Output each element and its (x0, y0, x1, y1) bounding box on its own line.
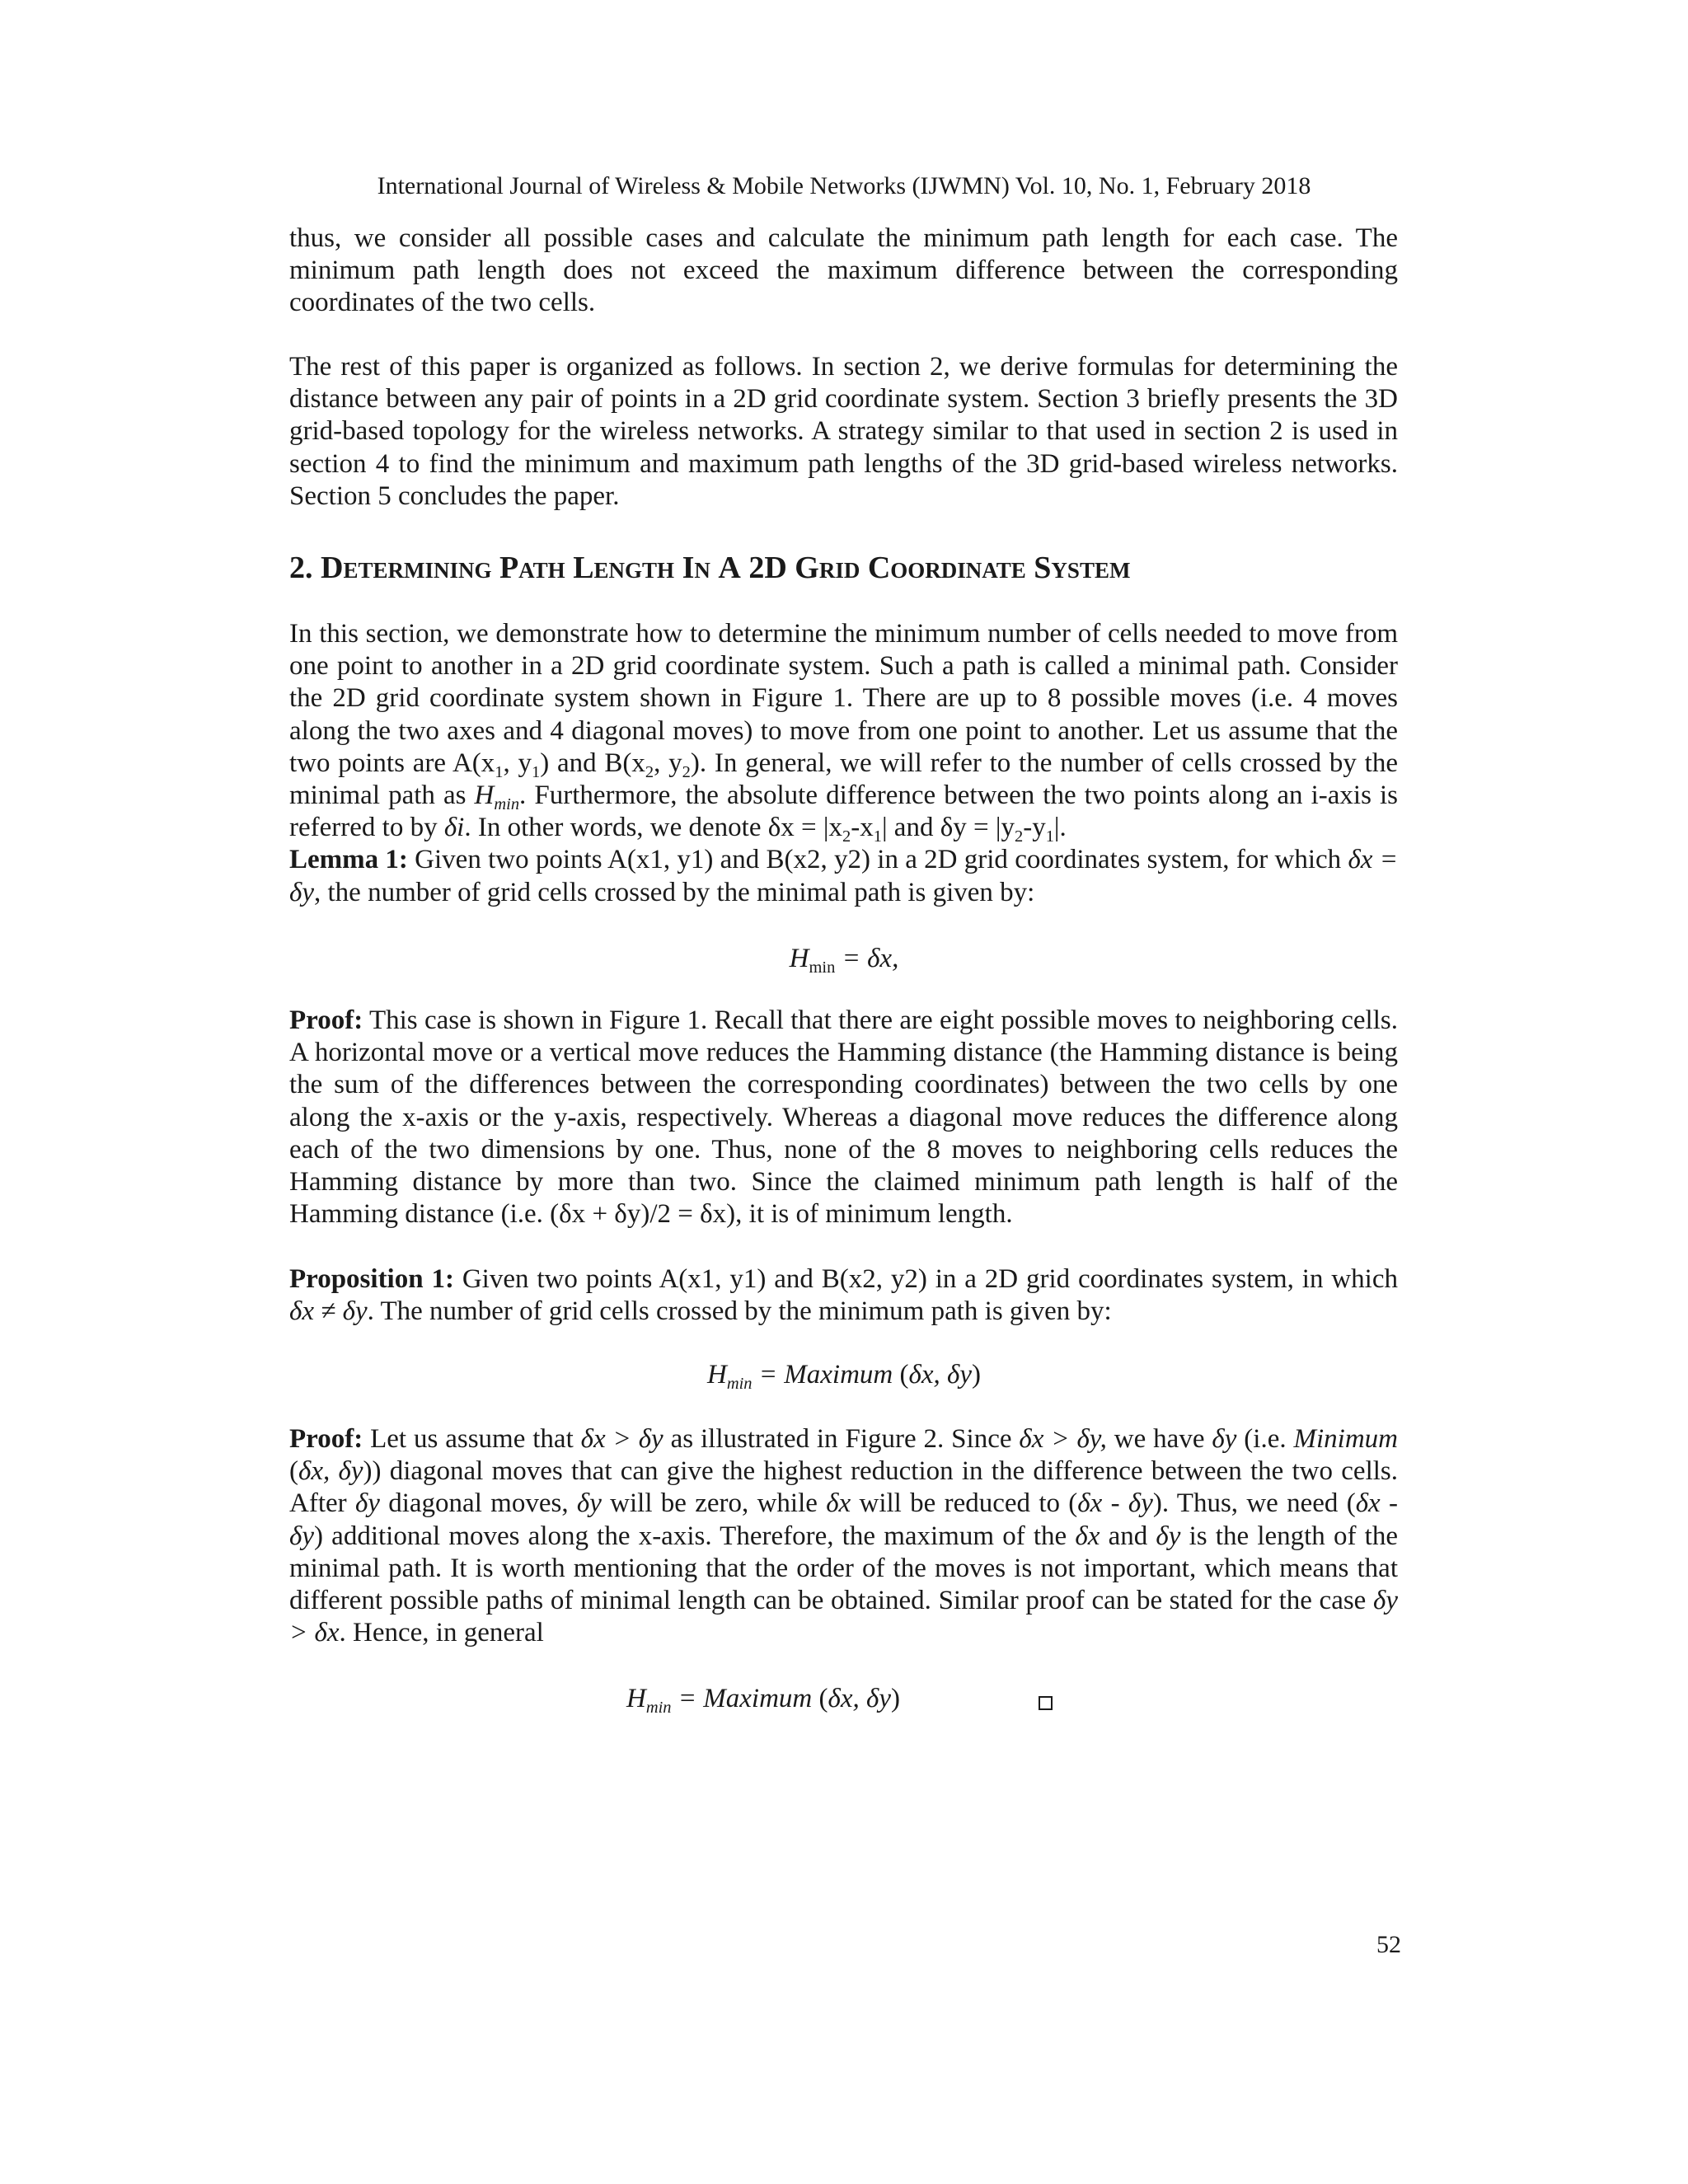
paragraph-text: thus, we consider all possible cases and calculate the minimum path length for each case. The minimum path length does not exceed the maximum difference between the corresponding coordinates of the two cells. (289, 223, 1398, 318)
qed-box-icon (1036, 1691, 1054, 1709)
page-number: 52 (1376, 1931, 1401, 1958)
proof-2-block (289, 1423, 1398, 1649)
paragraph-text: The rest of this paper is organized as follows. In section 2, we derive formulas for determining the distance between any pair of points in a 2D grid coordinate system. Section 3 briefly presents the 3D grid-based topology for the wireless networks. A strategy similar to that used in section 2 is used in section 4 to find the minimum and maximum path lengths of the 3D grid-based wireless networks. Section 5 concludes the paper. (289, 352, 1398, 511)
heading-word: Length (573, 551, 675, 585)
heading-word: Grid (795, 551, 860, 585)
proof-label: Proof: (289, 1005, 363, 1035)
heading-word: A (718, 551, 741, 585)
heading-word: Determining (321, 551, 492, 585)
section-number: 2. (289, 551, 313, 585)
equation-lemma-1: $H_{min} = \delta x$, (789, 944, 899, 977)
equation-proposition-1: $H_{min}$ = Maximum (δx, δy) (707, 1360, 981, 1394)
intro-continuation-paragraph (289, 223, 1398, 320)
equation-proof-2-conclusion: $H_{min}$ = Maximum (δx, δy) (626, 1684, 900, 1718)
proposition-label: Proposition 1: (289, 1264, 454, 1294)
running-header: International Journal of Wireless & Mobile Networks (IJWMN) Vol. 10, No. 1, February 2018 (377, 172, 1311, 199)
lemma-label: Lemma 1: (289, 845, 408, 875)
lemma-1: Lemma 1: Given two points A(x1, y1) and B(x2, y2) in a 2D grid coordinates system, for which δx = δy, the number of grid cells crossed by the minimal path is given by: (289, 845, 1398, 907)
heading-word: System (1034, 551, 1131, 585)
proof-1: Proof: This case is shown in Figure 1. Recall that there are eight possible moves to neighboring cells. A horizontal move or a vertical move reduces the Hamming distance (the Hamming distance is being the sum of the differences between the corresponding coordinates) between the two cells by one along the x-axis or the y-axis, respectively. Whereas a diagonal move reduces the difference along each of the two dimensions by one. Thus, none of the 8 moves to neighboring cells reduces the Hamming distance by more than two. Since the claimed minimum path length is half of the Hamming distance (i.e. (δx + δy)/2 = δx), it is of minimum length. (289, 1005, 1398, 1230)
heading-word: Coordinate (867, 551, 1026, 585)
heading-word: Path (499, 551, 565, 585)
proof-2: Proof: Let us assume that δx > δy as illustrated in Figure 2. Since δx > δy, we have δy (i.e. Minimum (δx, δy)) diagonal moves that can give the highest reduction in the difference between the two cells. After δy diagonal moves, δy will be zero, while δx will be reduced to (δx - δy). Thus, we need (δx - δy) additional moves along the x-axis. Therefore, the maximum of the δx and δy is the length of the minimal path. It is worth mentioning that the order of the moves is not important, which means that different possible paths of minimal length can be obtained. Similar proof can be stated for the case δy > δx. Hence, in general (289, 1424, 1399, 1648)
heading-word: 2D (748, 551, 787, 585)
proof-label: Proof: (289, 1424, 363, 1454)
proposition-1-block (289, 1263, 1398, 1328)
proof-1-block (289, 1005, 1398, 1230)
section-2-intro-block (289, 618, 1398, 909)
proposition-1: Proposition 1: Given two points A(x1, y1) and B(x2, y2) in a 2D grid coordinates system, in which δx ≠ δy. The number of grid cells crossed by the minimum path is given by: (289, 1264, 1398, 1327)
section-2-heading (289, 548, 1398, 588)
heading-word: In (682, 551, 710, 585)
organization-paragraph (289, 351, 1398, 513)
section-2-intro-paragraph: In this section, we demonstrate how to determine the minimum number of cells needed to move from one point to another in a 2D grid coordinate system. Such a path is called a minimal path. Consider the 2D grid coordinate system shown in Figure 1. There are up to 8 possible moves (i.e. 4 moves along the two axes and 4 diagonal moves) to move from one point to another. Let us assume that the two points are $A(x_1$, $y_1$) and $B(x_2$, $y_2$). In general, we will refer to the number of cells crossed by the minimal path as $H_{min}$. Furthermore, the absolute difference between the two points along an i-axis is referred to by δi. In other words, we denote $\delta x = |x_2-x_1|$ and $\delta y = |y_2-y_1|$. (289, 619, 1399, 846)
